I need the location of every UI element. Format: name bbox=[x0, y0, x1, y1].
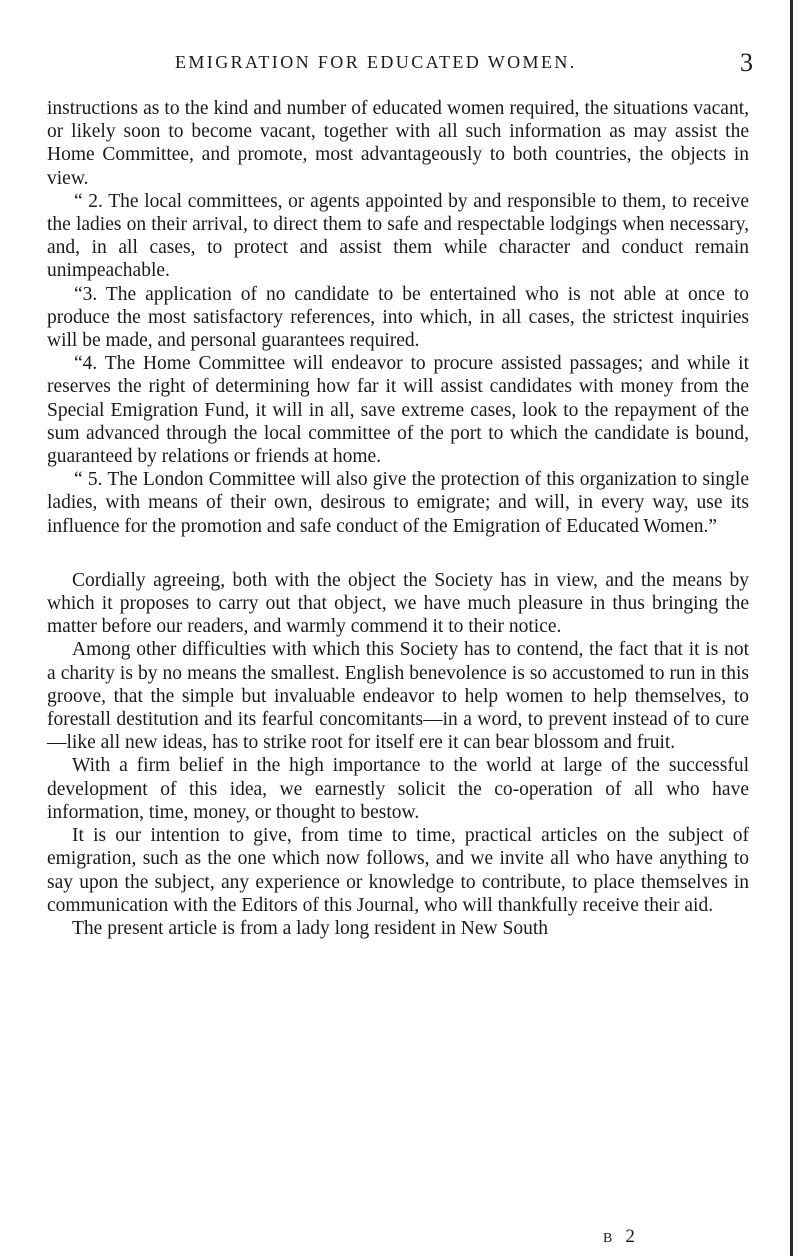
paragraph-item-4: “4. The Home Committee will endeavor to procure assisted passages; and while it reserves the right of determining how far it will assist candidates with money from the Special Emigration Fund, it will in all, save extreme cases, look to the repayment of the sum advanced through the local committee of the port to which the candidate is bound, guaranteed by relations or friends at home. bbox=[47, 353, 749, 468]
page-number: 3 bbox=[740, 48, 753, 77]
page-edge-rule bbox=[790, 0, 793, 1256]
paragraph-intention: It is our intention to give, from time to time, practical articles on the subject of emigration, such as the one which now follows, and we invite all who have anything to say upon the subject, any experience or knowledge to contribute, to place themselves in communication with the Editors of this Journal, who will thankfully receive their aid. bbox=[47, 825, 749, 916]
body-text bbox=[47, 97, 749, 940]
signature-number: 2 bbox=[625, 1226, 635, 1247]
paragraph-item-3: “3. The application of no candidate to be entertained who is not able at once to produce the most satisfactory references, into which, in all cases, the strictest inquiries will be made, and personal guarantees required. bbox=[47, 283, 749, 352]
paragraph-continuation: instructions as to the kind and number of educated women required, the situations vacant, or likely soon to become vacant, together with all such information as may assist the Home Committee, and promote, most advantageously to both countries, the objects in view. bbox=[47, 98, 749, 189]
paragraph-item-5: “ 5. The London Committee will also give the protection of this organization to single ladies, with means of their own, desirous to emigrate; and will, in every way, use its influence for the promotion and safe conduct of the Emigration of Educated Women.” bbox=[47, 469, 749, 537]
paragraph-item-2: “ 2. The local committees, or agents appointed by and responsible to them, to receive the ladies on their arrival, to direct them to safe and respectable lodgings when necessary, and, in all cases, to protect and assist them while character and conduct remain unimpeachable. bbox=[47, 190, 749, 282]
paragraph-difficulties: Among other difficulties with which this Society has to contend, the fact that it is not a charity is by no means the smallest. English benevolence is so accustomed to run in this groove, that the simple but invaluable endeavor to help women to help themselves, to forestall destitution and its fearful concomitants—in a word, to prevent instead of to cure—like all new ideas, has to strike root for itself ere it can bear blossom and fruit. bbox=[47, 639, 749, 754]
signature-letter: B bbox=[603, 1231, 614, 1246]
signature-mark bbox=[603, 1226, 635, 1248]
paragraph-cordially: Cordially agreeing, both with the object the Society has in view, and the means by which it proposes to carry out that object, we have much pleasure in thus bringing the matter before our readers, and warmly commend it to their notice. bbox=[47, 569, 749, 638]
running-title: EMIGRATION FOR EDUCATED WOMEN. bbox=[175, 52, 577, 72]
running-head bbox=[0, 48, 799, 82]
paragraph-firm-belief: With a firm belief in the high importance to the world at large of the successful development of this idea, we earnestly solicit the co-operation of all who have information, time, money, or thought to bestow. bbox=[47, 755, 749, 823]
section-gap bbox=[47, 538, 749, 569]
paragraph-present-article: The present article is from a lady long resident in New South bbox=[72, 917, 548, 939]
